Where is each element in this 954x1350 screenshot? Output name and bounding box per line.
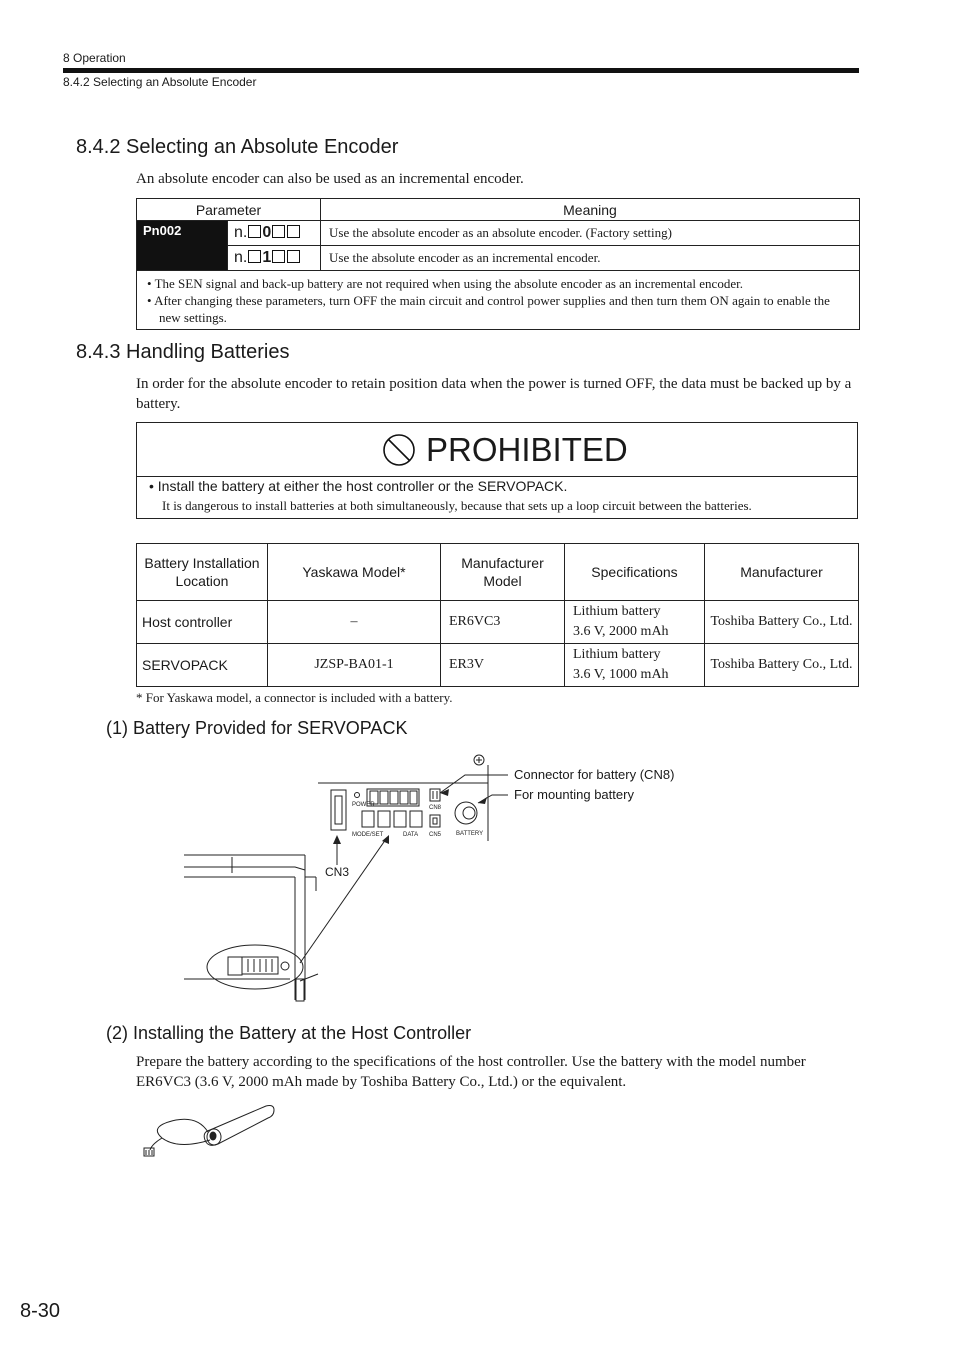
label-cn3: CN3 bbox=[325, 865, 350, 879]
table-row bbox=[137, 246, 860, 271]
subsection-heading-2: (2) Installing the Battery at the Host Controller bbox=[106, 1023, 472, 1043]
parameter-notes bbox=[137, 271, 860, 330]
callout-mounting-battery: For mounting battery bbox=[514, 787, 634, 802]
battery-er6vc3-illustration bbox=[138, 1100, 278, 1162]
table-row bbox=[137, 644, 859, 687]
cell-maker: Toshiba Battery Co., Ltd. bbox=[705, 601, 859, 644]
parameter-code: n. 0 bbox=[228, 221, 321, 246]
section-843-intro: In order for the absolute encoder to retain position data when the power is turned OFF, the data must be backed up by a battery. bbox=[136, 376, 852, 412]
running-header-section: 8.4.2 Selecting an Absolute Encoder bbox=[63, 75, 257, 89]
cell-spec: Lithium battery 3.6 V, 2000 mAh bbox=[565, 601, 705, 644]
col-specifications: Specifications bbox=[565, 544, 705, 601]
parameter-table bbox=[136, 198, 860, 330]
parameter-meaning: Use the absolute encoder as an incremental encoder. bbox=[321, 246, 860, 271]
callout-connector-cn8: Connector for battery (CN8) bbox=[514, 767, 675, 782]
prohibited-title: PROHIBITED bbox=[426, 431, 628, 468]
cell-yaskawa: JZSP-BA01-1 bbox=[268, 644, 441, 687]
col-meaning: Meaning bbox=[321, 199, 860, 221]
battery-footnote: * For Yaskawa model, a connector is included with a battery. bbox=[136, 690, 453, 705]
cell-location: SERVOPACK bbox=[137, 644, 268, 687]
section-heading-843: 8.4.3 Handling Batteries bbox=[76, 341, 290, 363]
running-header-chapter: 8 Operation bbox=[63, 51, 126, 65]
note-item: • The SEN signal and back-up battery are not required when using the absolute encoder as an incremental encoder. bbox=[147, 276, 743, 291]
prohibited-box bbox=[136, 422, 858, 519]
cell-model: ER3V bbox=[441, 644, 565, 687]
label-battery: BATTERY bbox=[456, 831, 484, 837]
col-yaskawa-model: Yaskawa Model* bbox=[268, 544, 441, 601]
col-parameter: Parameter bbox=[137, 199, 321, 221]
page-number: 8-30 bbox=[20, 1300, 61, 1322]
label-cn8-small: CN8 bbox=[429, 805, 442, 811]
label-cn5: CN5 bbox=[429, 832, 442, 838]
section-842-intro: An absolute encoder can also be used as an incremental encoder. bbox=[136, 171, 524, 187]
servopack-battery-diagram bbox=[170, 745, 690, 1010]
subsection-2-text: Prepare the battery according to the specifications of the host controller. Use the battery with the model number ER6VC3 (3.6 V, 2000 mAh made by Toshiba Battery Co., Ltd.) or the equivalent. bbox=[136, 1054, 806, 1090]
battery-table bbox=[136, 543, 859, 687]
col-manufacturer: Manufacturer bbox=[705, 544, 859, 601]
col-location: Battery Installation Location bbox=[137, 544, 268, 601]
parameter-meaning: Use the absolute encoder as an absolute encoder. (Factory setting) bbox=[321, 221, 860, 246]
subsection-heading-1: (1) Battery Provided for SERVOPACK bbox=[106, 718, 408, 738]
cell-location: Host controller bbox=[137, 601, 268, 644]
parameter-pn002: Pn002 bbox=[137, 221, 228, 271]
note-item: • After changing these parameters, turn OFF the main circuit and control power supplies and then turn them ON again to enable the new settings. bbox=[147, 293, 830, 325]
header-rule bbox=[63, 68, 859, 73]
cell-model: ER6VC3 bbox=[441, 601, 565, 644]
cell-yaskawa: – bbox=[268, 601, 441, 644]
table-row bbox=[137, 601, 859, 644]
label-modeset: MODE/SET bbox=[352, 832, 384, 838]
table-row bbox=[137, 221, 860, 246]
cell-maker: Toshiba Battery Co., Ltd. bbox=[705, 644, 859, 687]
label-data: DATA bbox=[403, 832, 419, 838]
label-power: POWER bbox=[352, 802, 375, 808]
col-manufacturer-model: Manufacturer Model bbox=[441, 544, 565, 601]
parameter-code: n. 1 bbox=[228, 246, 321, 271]
section-heading-842: 8.4.2 Selecting an Absolute Encoder bbox=[76, 136, 399, 158]
prohibited-icon bbox=[382, 433, 416, 467]
prohibited-bullet: • Install the battery at either the host controller or the SERVOPACK. bbox=[149, 478, 568, 494]
cell-spec: Lithium battery 3.6 V, 1000 mAh bbox=[565, 644, 705, 687]
prohibited-detail: It is dangerous to install batteries at both simultaneously, because that sets up a loop circuit between the batteries. bbox=[162, 498, 752, 513]
